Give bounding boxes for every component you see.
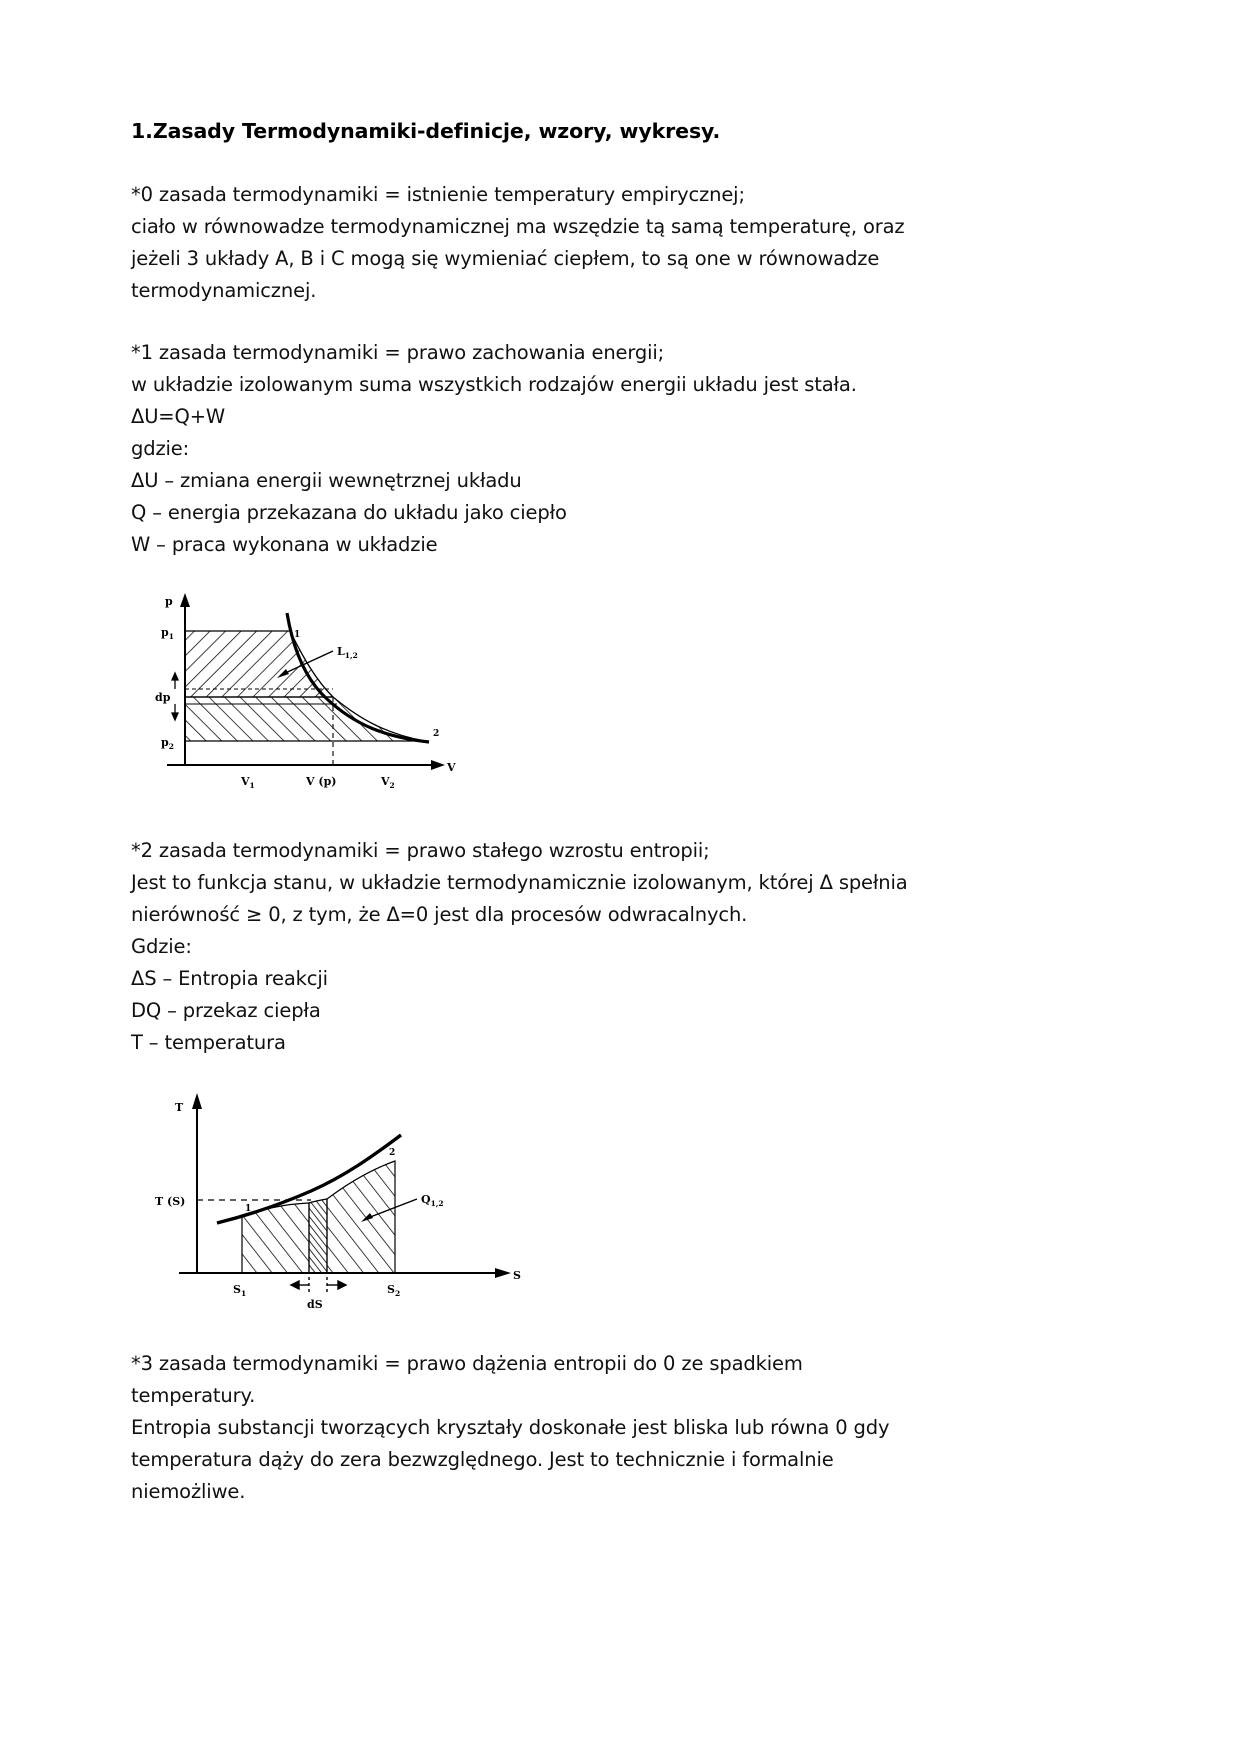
ts-ds-measure xyxy=(291,1277,346,1293)
text-line: *3 zasada termodynamiki = prawo dążenia entropii do 0 ze spadkiem xyxy=(131,1351,803,1375)
pv-xlabel: V xyxy=(447,760,456,774)
ts-point-2: 2 xyxy=(389,1147,396,1158)
text-line: termodynamicznej. xyxy=(131,278,317,302)
section-second-law xyxy=(131,835,991,1059)
pv-ytick-dp: dp xyxy=(155,690,171,704)
ts-xtick-ds: dS xyxy=(307,1297,323,1311)
ts-ytick-temp: T (S) xyxy=(155,1194,186,1208)
text-line: DQ – przekaz ciepła xyxy=(131,998,321,1022)
text-line: *1 zasada termodynamiki = prawo zachowania energii; xyxy=(131,340,665,364)
figure-ts-diagram xyxy=(149,1077,991,1322)
ts-point-1: 1 xyxy=(245,1203,252,1214)
ts-xtick-s1: $S_1$ xyxy=(233,1282,247,1298)
ts-xlabel: S xyxy=(513,1268,521,1282)
pv-dp-arrow xyxy=(172,673,178,720)
ts-area-label: $Q_{1,2}$ xyxy=(421,1192,444,1208)
ts-xtick-s2: $S_2$ xyxy=(387,1282,401,1298)
pv-ytick-p2: $p_2$ xyxy=(161,735,174,751)
page-title: 1.Zasady Termodynamiki-definicje, wzory, wykresy. xyxy=(131,119,721,143)
text-line: jeżeli 3 układy A, B i C mogą się wymieniać ciepłem, to są one w równowadze xyxy=(131,246,880,270)
text-line: ΔS – Entropia reakcji xyxy=(131,966,328,990)
text-line: W – praca wykonana w układzie xyxy=(131,532,438,556)
text-line: temperatury. xyxy=(131,1383,256,1407)
pv-xtick-v1: $V_1$ xyxy=(241,774,255,790)
text-line: ciało w równowadze termodynamicznej ma wszędzie tą samą temperaturę, oraz xyxy=(131,214,905,238)
pv-point-1: 1 xyxy=(294,629,301,640)
section-first-law xyxy=(131,337,991,561)
text-line: Entropia substancji tworzących kryształy doskonałe jest bliska lub równa 0 gdy xyxy=(131,1415,890,1439)
pv-xtick-vp: V (p) xyxy=(306,774,337,788)
text-line: niemożliwe. xyxy=(131,1479,246,1503)
text-line: w układzie izolowanym suma wszystkich rodzajów energii układu jest stała. xyxy=(131,372,857,396)
section-third-law xyxy=(131,1348,991,1508)
text-line: *2 zasada termodynamiki = prawo stałego wzrostu entropii; xyxy=(131,838,710,862)
pv-shaded-area-upper xyxy=(185,631,333,697)
text-line: nierówność ≥ 0, z tym, że Δ=0 jest dla procesów odwracalnych. xyxy=(131,902,748,926)
text-line: ΔU – zmiana energii wewnętrznej układu xyxy=(131,468,522,492)
pv-ylabel: p xyxy=(165,594,173,608)
text-line: Q – energia przekazana do układu jako ciepło xyxy=(131,500,567,524)
text-line: Jest to funkcja stanu, w układzie termodynamicznie izolowanym, której Δ spełnia xyxy=(131,870,908,894)
pv-xtick-v2: $V_2$ xyxy=(381,774,395,790)
pv-point-2: 2 xyxy=(433,728,440,739)
ts-strip-ds xyxy=(309,1199,327,1273)
formula-delta-u: ΔU=Q+W xyxy=(131,404,226,428)
pv-area-label: $L_{1,2}$ xyxy=(337,644,358,660)
figure-pv-diagram xyxy=(137,579,991,809)
text-line: Gdzie: xyxy=(131,934,192,958)
text-line: T – temperatura xyxy=(131,1030,286,1054)
text-line: temperatura dąży do zera bezwzględnego. Jest to technicznie i formalnie xyxy=(131,1447,834,1471)
pv-ytick-p1: $p_1$ xyxy=(161,625,174,641)
text-line: gdzie: xyxy=(131,436,190,460)
ts-ylabel: T xyxy=(175,1100,184,1114)
section-zeroth-law xyxy=(131,179,991,307)
document-content xyxy=(131,118,991,1538)
text-line: *0 zasada termodynamiki = istnienie temperatury empirycznej; xyxy=(131,182,745,206)
